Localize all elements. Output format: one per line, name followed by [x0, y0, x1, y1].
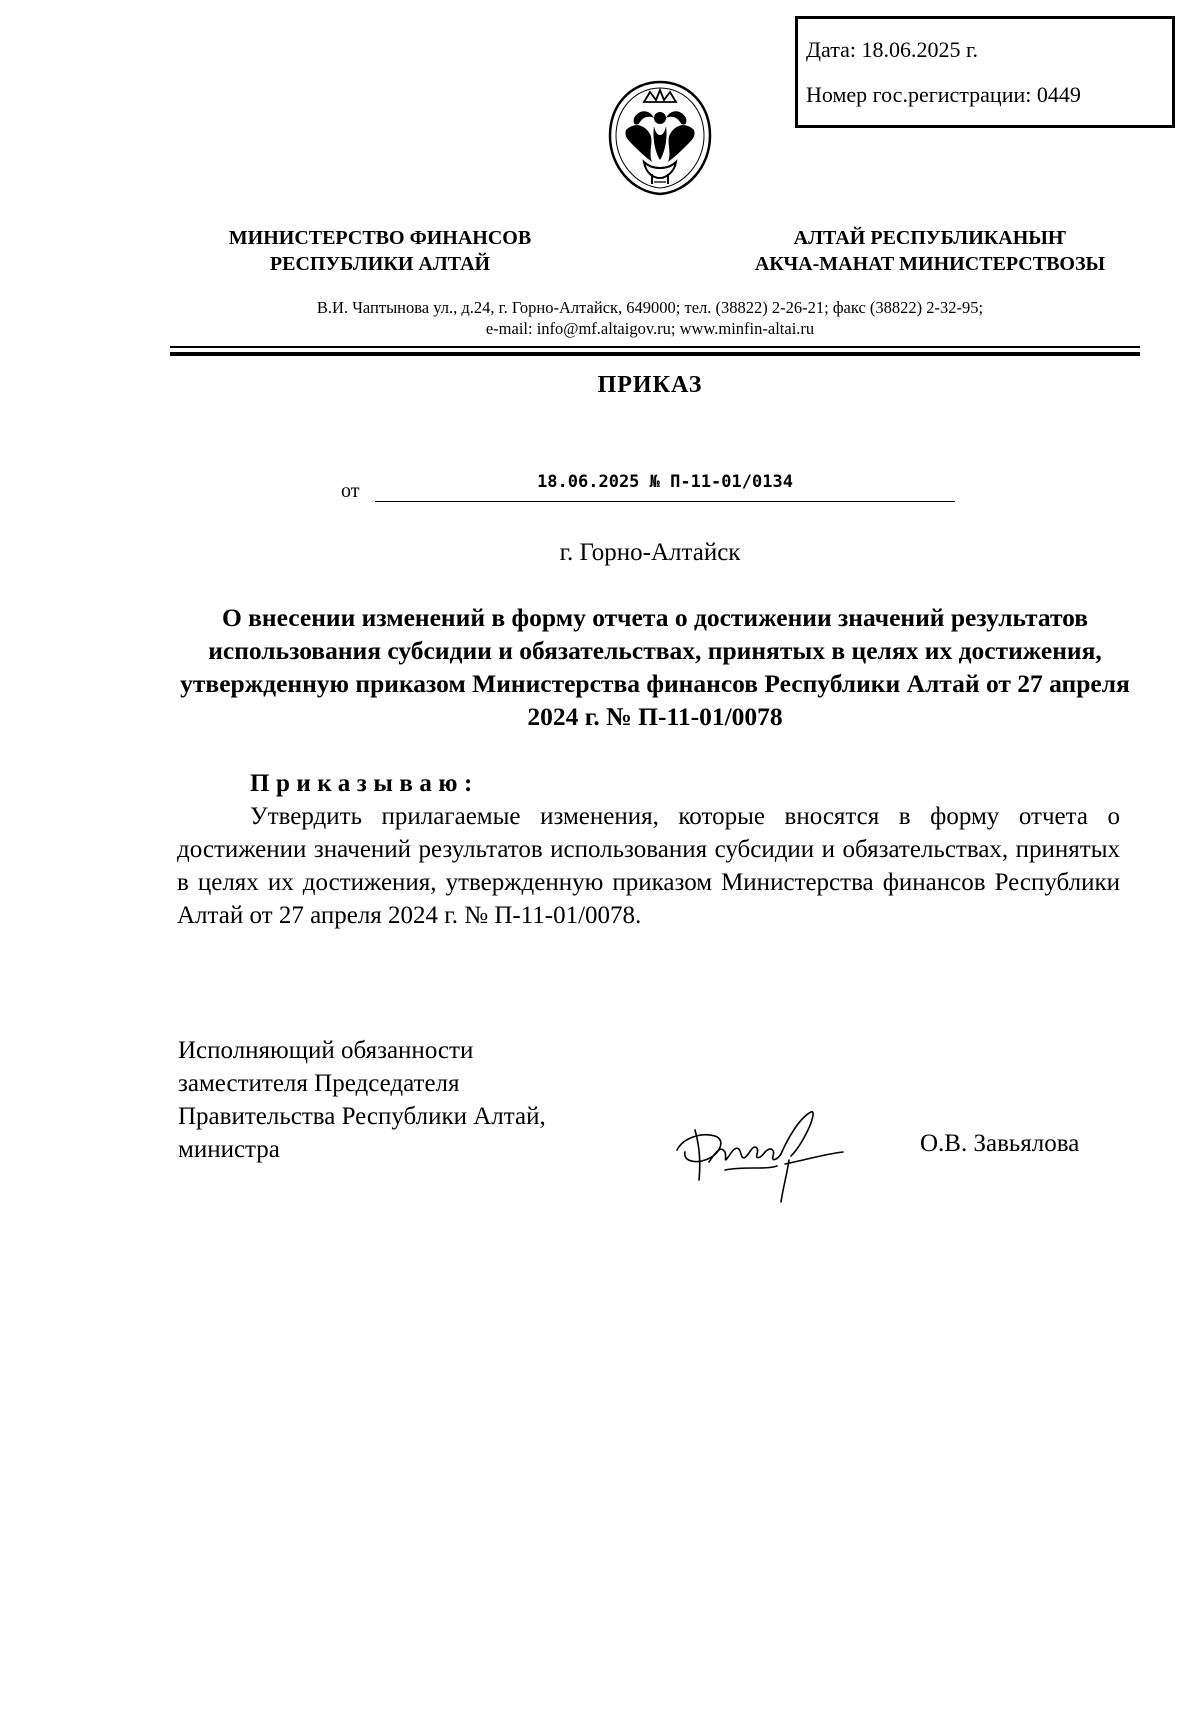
- registration-stamp: [795, 16, 1175, 128]
- signatory-name: О.В. Завьялова: [920, 1130, 1080, 1157]
- document-type-title: ПРИКАЗ: [597, 372, 703, 398]
- header-divider-thin: [170, 346, 1140, 348]
- ministry-name-ru: МИНИСТЕРСТВО ФИНАНСОВ РЕСПУБЛИКИ АЛТАЙ: [228, 227, 532, 275]
- coat-of-arms-emblem: [604, 78, 716, 198]
- date-underline: [375, 501, 955, 502]
- order-date-number: 18.06.2025 № П-11-01/0134: [537, 472, 793, 492]
- date-prefix-label: от: [341, 480, 360, 502]
- registration-date: Дата: 18.06.2025 г.: [806, 37, 979, 62]
- registration-number: Номер гос.регистрации: 0449: [806, 82, 1081, 107]
- ministry-address: В.И. Чаптынова ул., д.24, г. Горно-Алтайск, 649000; тел. (38822) 2-26-21; факс (38822) 2-32-95; e-mail: info@mf.altaigov.ru; www.minfin-altai.ru: [316, 298, 984, 338]
- handwritten-signature: [665, 1090, 895, 1210]
- order-body-text: Утвердить прилагаемые изменения, которые вносятся в форму отчета о достижении значений результатов использования субсидии и обязательствах, принятых в целях их достижения, утвержденную приказом Министерства финансов Республики Алтай от 27 апреля 2024 г. № П-11-01/0078.: [177, 803, 1120, 929]
- order-subject: О внесении изменений в форму отчета о достижении значений результатов использования субсидии и обязательствах, принятых в целях их достижения, утвержденную приказом Министерства финансов Республики Алтай от 27 апреля 2024 г. № П-11-01/0078: [180, 603, 1130, 731]
- header-divider-thick: [170, 352, 1140, 356]
- ministry-name-alt: АЛТАЙ РЕСПУБЛИКАНЫҤ АКЧА-МАНАТ МИНИСТЕРСТВОЗЫ: [754, 227, 1106, 275]
- order-directive-word: Приказываю:: [250, 770, 479, 797]
- signatory-position: Исполняющий обязанности заместителя Председателя Правительства Республики Алтай, министра: [178, 1037, 546, 1163]
- city-label: г. Горно-Алтайск: [559, 539, 741, 566]
